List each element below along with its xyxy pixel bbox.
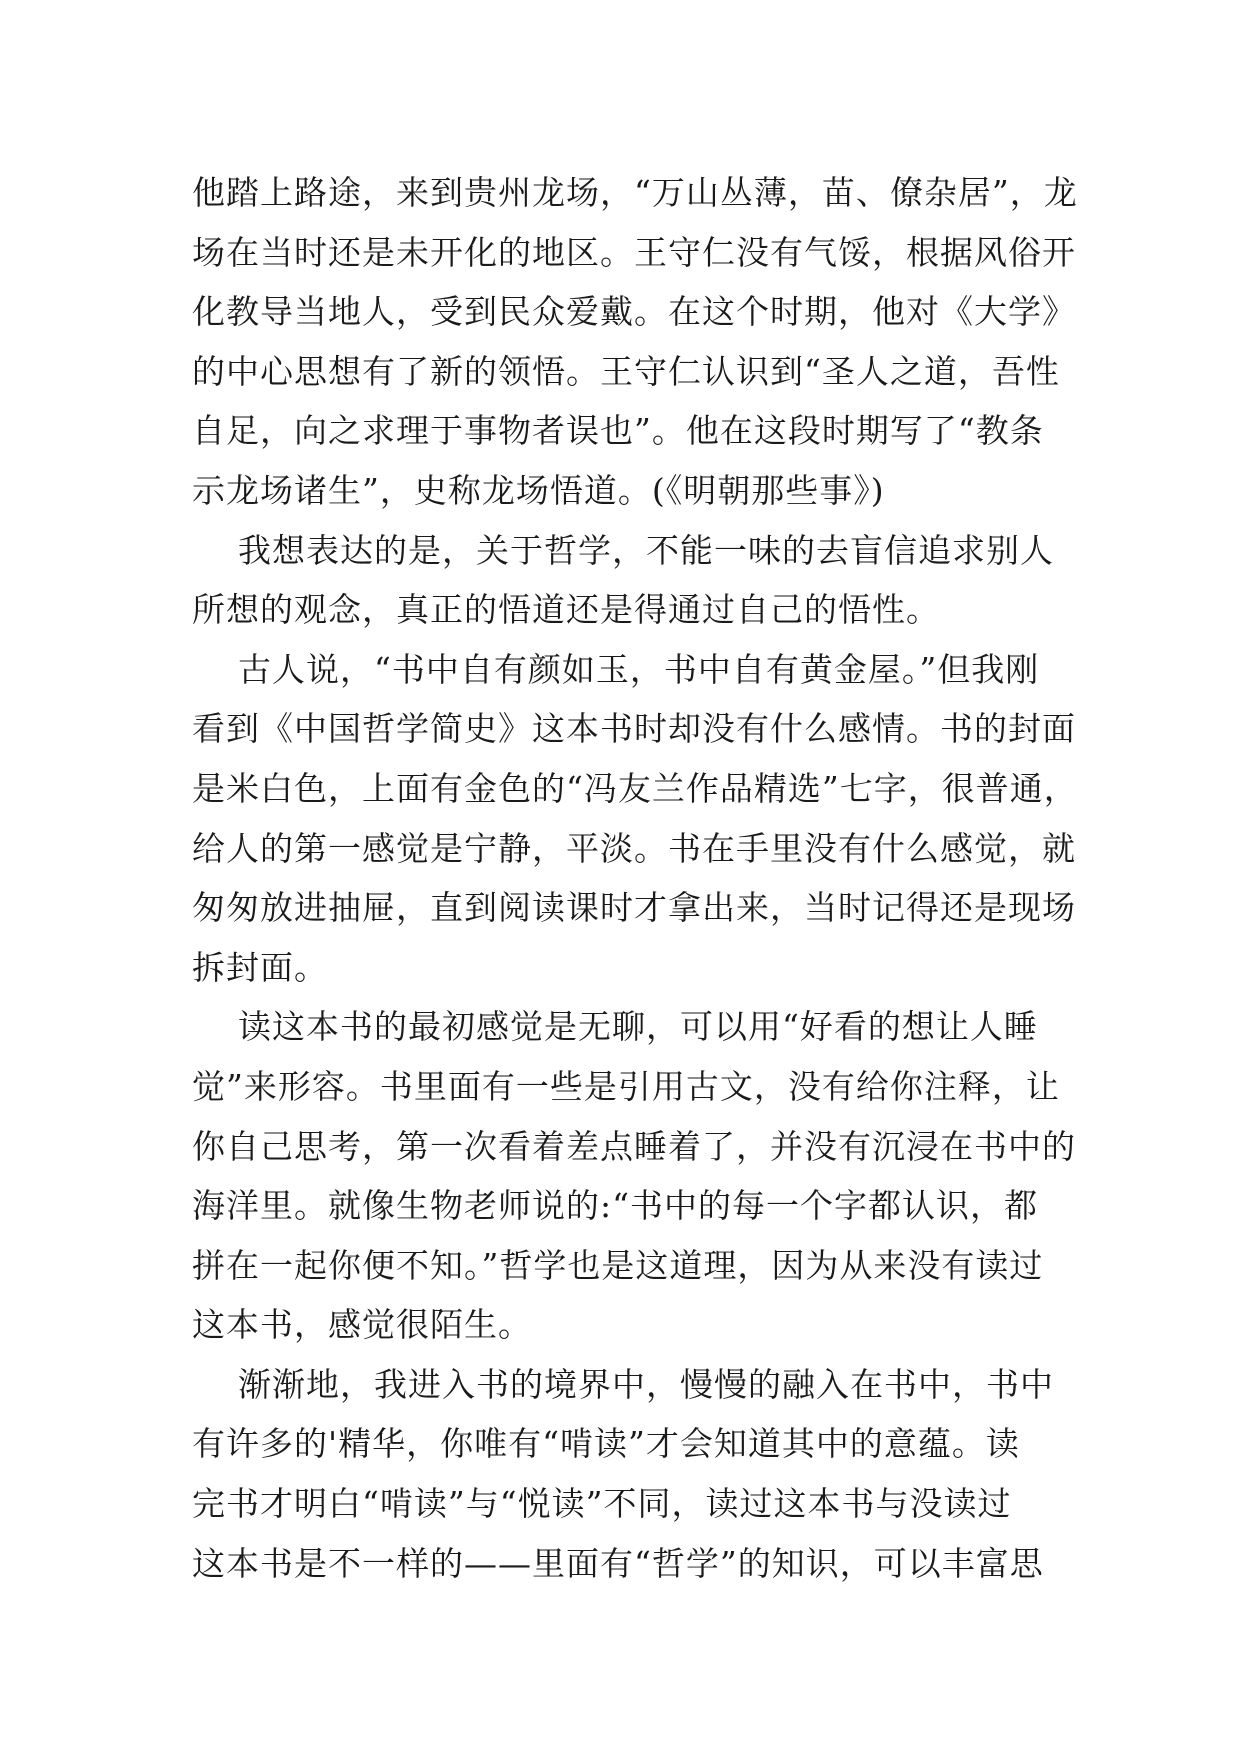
text-line: 觉”来形容。书里面有一些是引用古文，没有给你注释，让 xyxy=(192,1066,1060,1106)
text-line: 拼在一起你便不知。”哲学也是这道理，因为从来没有读过 xyxy=(192,1245,1044,1285)
text-line: 是米白色，上面有金色的“冯友兰作品精选”七字，很普通， xyxy=(192,768,1078,808)
text-line: 化教导当地人，受到民众爱戴。在这个时期，他对《大学》 xyxy=(192,292,1076,332)
text-line: 有许多的'精华，你唯有“啃读”才会知道其中的意蕴。读 xyxy=(192,1424,1020,1464)
text-line: 你自己思考，第一次看着差点睡着了，并没有沉浸在书中的 xyxy=(192,1126,1076,1166)
text-line: 匆匆放进抽屉，直到阅读课时才拿出来，当时记得还是现场 xyxy=(192,888,1076,928)
text-line: 给人的第一感觉是宁静，平淡。书在手里没有什么感觉，就 xyxy=(192,828,1076,868)
text-line: 这本书，感觉很陌生。 xyxy=(192,1305,532,1345)
document-body xyxy=(192,163,1078,1593)
text-line: 读这本书的最初感觉是无聊，可以用“好看的想让人睡 xyxy=(192,1007,1038,1047)
text-line: 拆封面。 xyxy=(192,947,328,987)
text-line: 自足，向之求理于事物者误也”。他在这段时期写了“教条 xyxy=(192,411,1044,451)
text-line: 海洋里。就像生物老师说的:“书中的每一个字都认识，都 xyxy=(192,1186,1038,1226)
text-line: 看到《中国哲学简史》这本书时却没有什么感情。书的封面 xyxy=(192,709,1076,749)
text-line: 古人说，“书中自有颜如玉，书中自有黄金屋。”但我刚 xyxy=(192,649,1040,689)
text-line: 所想的观念，真正的悟道还是得通过自己的悟性。 xyxy=(192,590,940,630)
text-line: 他踏上路途，来到贵州龙场，“万山丛薄，苗、僚杂居”，龙 xyxy=(192,173,1078,212)
text-line: 这本书是不一样的——里面有“哲学”的知识，可以丰富思 xyxy=(192,1543,1044,1583)
text-line: 我想表达的是，关于哲学，不能一味的去盲信追求别人 xyxy=(192,530,1054,570)
text-line: 渐渐地，我进入书的境界中，慢慢的融入在书中，书中 xyxy=(192,1364,1054,1404)
text-line: 示龙场诸生”，史称龙场悟道。(《明朝那些事》) xyxy=(192,470,885,510)
text-line: 场在当时还是未开化的地区。王守仁没有气馁，根据风俗开 xyxy=(192,232,1076,272)
text-line: 的中心思想有了新的领悟。王守仁认识到“圣人之道，吾性 xyxy=(192,351,1060,391)
text-line: 完书才明白“啃读”与“悦读”不同，读过这本书与没读过 xyxy=(192,1484,1012,1524)
